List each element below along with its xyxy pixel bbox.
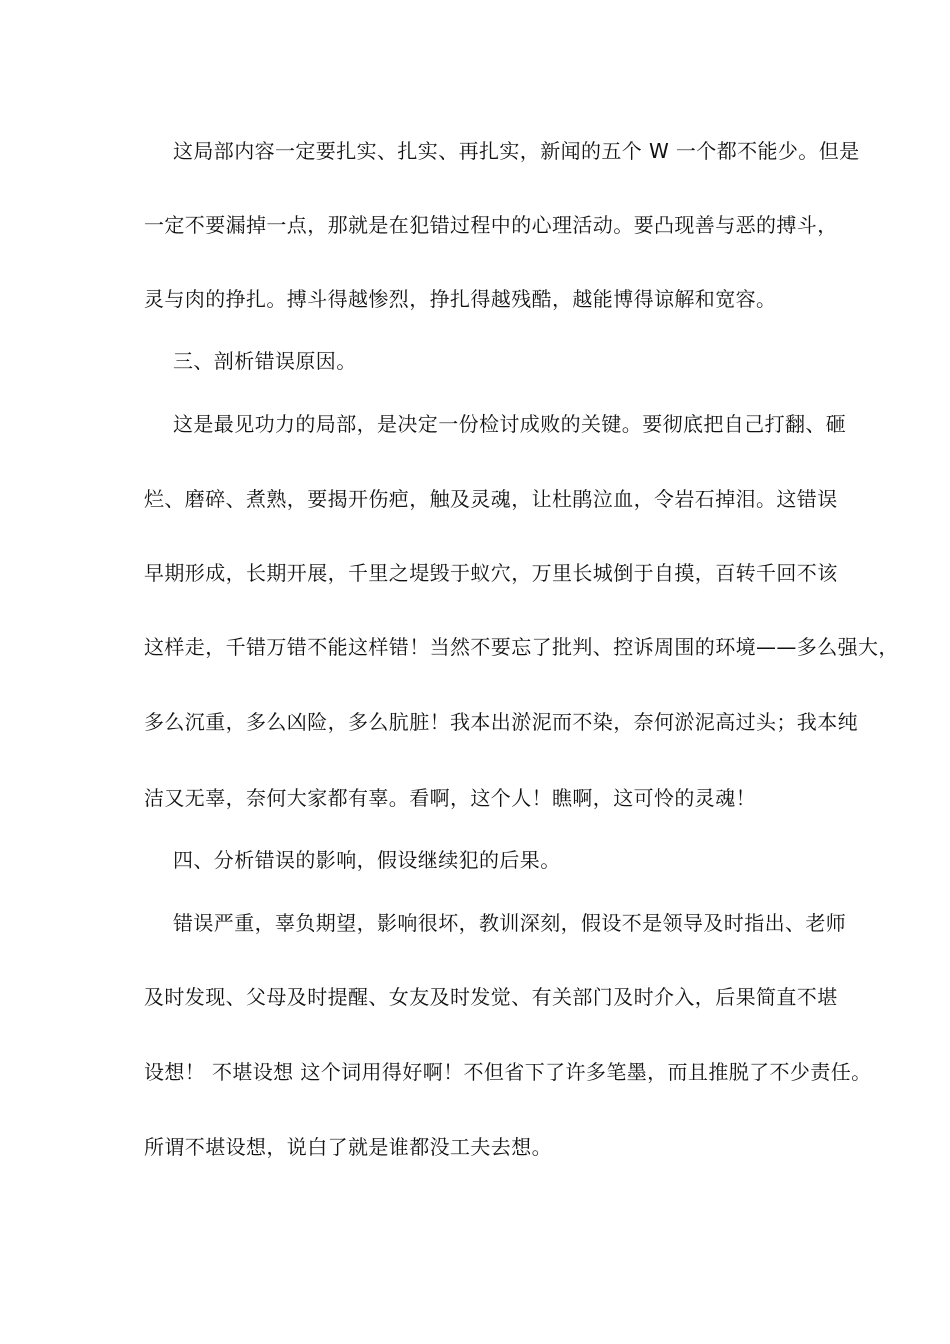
paragraph-line: 所谓不堪设想，说白了就是谁都没工夫去想。	[144, 1135, 552, 1159]
paragraph-line: 灵与肉的挣扎。搏斗得越惨烈，挣扎得越残酷，越能博得谅解和宽容。	[144, 287, 777, 311]
paragraph-line: 及时发现、父母及时提醒、女友及时发觉、有关部门及时介入，后果简直不堪	[144, 985, 838, 1009]
section-heading: 三、剖析错误原因。	[173, 349, 357, 373]
paragraph-line: 早期形成，长期开展，千里之堤毁于蚁穴，万里长城倒于自摸，百转千回不该	[144, 561, 838, 585]
section-heading: 四、分析错误的影响，假设继续犯的后果。	[173, 848, 561, 872]
paragraph-line: 多么沉重，多么凶险，多么肮脏！我本出淤泥而不染，奈何淤泥高过头；我本纯	[144, 710, 858, 734]
paragraph-line: 烂、磨碎、煮熟，要揭开伤疤，触及灵魂，让杜鹃泣血，令岩石掉泪。这错误	[144, 487, 838, 511]
paragraph-line: 这局部内容一定要扎实、扎实、再扎实，新闻的五个 W 一个都不能少。但是	[173, 139, 860, 163]
paragraph-line: 洁又无辜，奈何大家都有辜。看啊，这个人！瞧啊，这可怜的灵魂！	[144, 786, 756, 810]
paragraph-line: 一定不要漏掉一点，那就是在犯错过程中的心理活动。要凸现善与恶的搏斗，	[144, 213, 838, 237]
paragraph-line: 设想！ 不堪设想 这个词用得好啊！不但省下了许多笔墨，而且推脱了不少责任。	[144, 1060, 872, 1084]
paragraph-line: 这样走，千错万错不能这样错！当然不要忘了批判、控诉周围的环境——多么强大，	[144, 635, 899, 659]
paragraph-line: 错误严重，辜负期望，影响很坏，教训深刻，假设不是领导及时指出、老师	[173, 911, 847, 935]
paragraph-line: 这是最见功力的局部，是决定一份检讨成败的关键。要彻底把自己打翻、砸	[173, 412, 847, 436]
